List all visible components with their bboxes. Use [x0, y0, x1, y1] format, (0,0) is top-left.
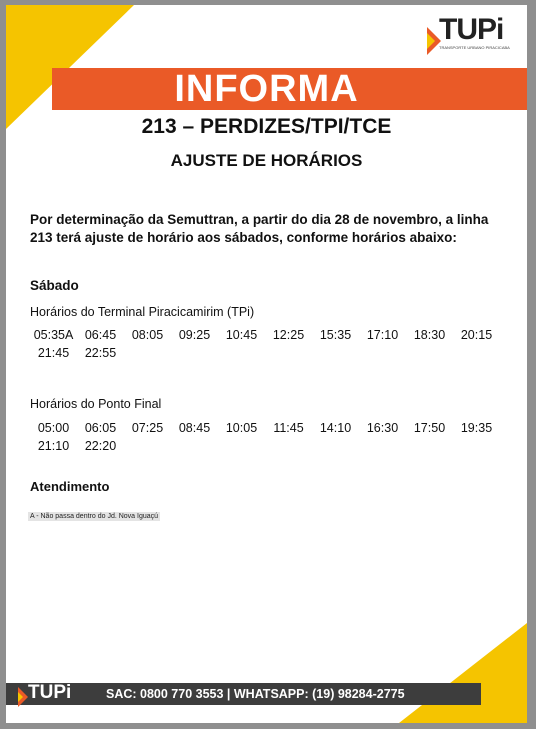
time-slot: 15:35 [319, 328, 352, 342]
corner-decoration-bottom-right [399, 623, 527, 723]
time-slot: 11:45 [273, 421, 304, 435]
time-slot: 14:10 [319, 421, 352, 435]
time-slot: 05:35A [33, 328, 74, 342]
informa-banner [52, 68, 527, 110]
time-slot: 08:05 [131, 328, 164, 342]
notice-page [6, 5, 527, 723]
corner-decoration-top-left [6, 5, 134, 129]
schedule-label-terminal: Horários do Terminal Piracicamirim (TPi) [30, 305, 255, 319]
logo-arrow-icon [18, 687, 28, 707]
schedule-times-ponto-final [30, 419, 500, 455]
time-slot: 09:25 [178, 328, 211, 342]
time-slot: 22:20 [84, 439, 117, 453]
banner-title: INFORMA [174, 68, 359, 110]
schedule-times-terminal [30, 326, 500, 362]
atendimento-heading: Atendimento [30, 479, 110, 494]
time-slot: 10:45 [225, 328, 258, 342]
time-slot: 06:05 [84, 421, 117, 435]
time-slot: 16:30 [366, 421, 399, 435]
time-slot: 07:25 [131, 421, 164, 435]
time-slot: 17:50 [413, 421, 446, 435]
time-slot: 19:35 [460, 421, 493, 435]
footer-logo-wordmark: TUPi [28, 682, 72, 703]
time-slot: 10:05 [225, 421, 258, 435]
time-slot: 05:00 [37, 421, 70, 435]
notice-subtitle: AJUSTE DE HORÁRIOS [170, 151, 363, 170]
company-logo [427, 13, 517, 59]
footnote: A - Não passa dentro do Jd. Nova Iguaçú [30, 513, 159, 520]
time-slot: 08:45 [178, 421, 211, 435]
time-slot: 20:15 [460, 328, 493, 342]
time-slot: 17:10 [366, 328, 399, 342]
time-slot: 22:55 [84, 346, 117, 360]
logo-tagline: TRANSPORTE URBANO PIRACICABA [439, 45, 510, 50]
intro-paragraph: Por determinação da Semuttran, a partir do dia 28 de novembro, a linha 213 terá ajuste de horário aos sábados, conforme horários abaixo: [30, 212, 489, 245]
time-slot: 21:45 [37, 346, 70, 360]
time-slot: 21:10 [37, 439, 70, 453]
schedule-label-ponto-final: Horários do Ponto Final [30, 397, 162, 411]
logo-wordmark: TUPi [439, 13, 504, 46]
time-slot: 18:30 [413, 328, 446, 342]
time-slot: 12:25 [272, 328, 305, 342]
footer-contact: SAC: 0800 770 3553 | WHATSAPP: (19) 98284-2775 [106, 687, 405, 701]
footer-logo [18, 681, 98, 711]
route-title: 213 – PERDIZES/TPI/TCE [141, 115, 392, 138]
day-heading: Sábado [30, 278, 79, 293]
time-slot: 06:45 [84, 328, 117, 342]
